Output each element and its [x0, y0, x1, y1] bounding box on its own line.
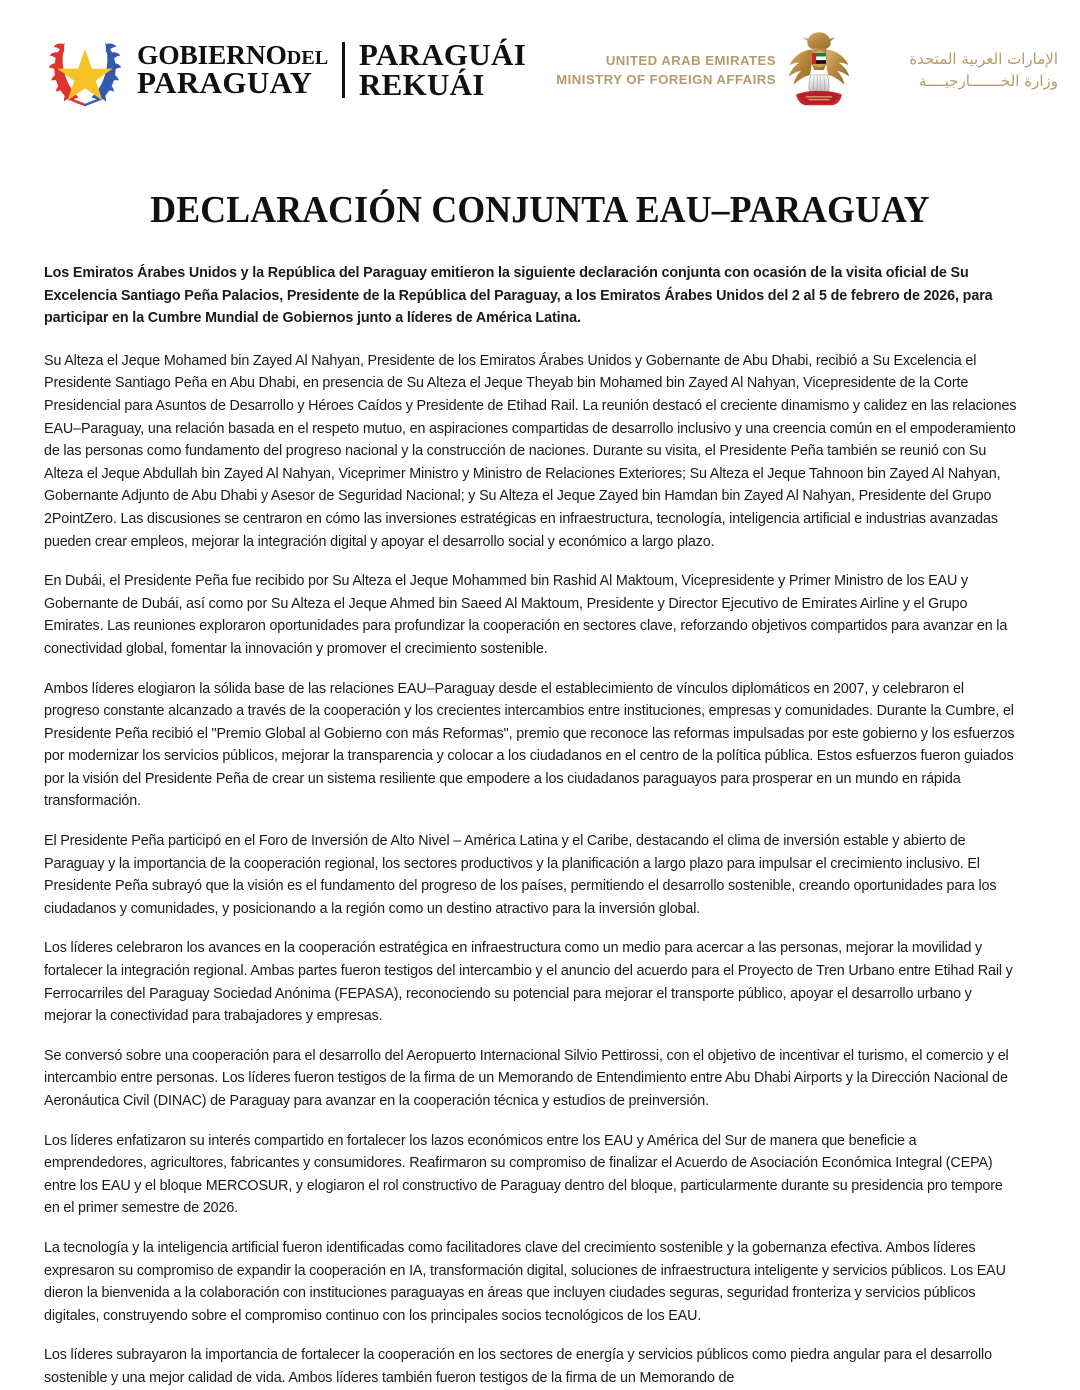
paragraph-airport-cooperation: Se conversó sobre una cooperación para el desarrollo del Aeropuerto Internacional Silvio Pettirossi, con el objetivo de incentivar el turismo, el comercio y el intercambio entre personas. Los líderes fueron testigos de la firma de un Memorando de Entendimiento entre Abu Dhabi Airports y la Dirección Nacional de Aeronáutica Civil (DINAC) de Paraguay para avanzar en la cooperación técnica y estudios de preinversión. [44, 1045, 1021, 1113]
page-title: DECLARACIÓN CONJUNTA EAU–PARAGUAY [32, 188, 1047, 232]
wordmark-divider [342, 42, 345, 98]
uae-falcon-emblem-icon [786, 29, 852, 111]
paragraph-abu-dhabi-meetings: Su Alteza el Jeque Mohamed bin Zayed Al Nahyan, Presidente de los Emiratos Árabes Unidos y Gobernante de Abu Dhabi, recibió a Su Excelencia el Presidente Santiago Peña en Abu Dhabi, en presencia de Su Alteza el Jeque Theyab bin Mohamed bin Zayed Al Nahyan, Vicepresidente de la Corte Presidencial para Asuntos de Desarrollo y Héroes Caídos y Presidente de Etihad Rail. La reunión destacó el creciente dinamismo y calidez en las relaciones EAU–Paraguay, una relación basada en el respeto mutuo, en aspiraciones compartidas de desarrollo inclusivo y una creencia común en el empoderamiento de las personas como fundamento del progreso nacional y la construcción de naciones. Durante su visita, el Presidente Peña también se reunió con Su Alteza el Jeque Abdullah bin Zayed Al Nahyan, Viceprimer Ministro y Ministro de Relaciones Exteriores; Su Alteza el Jeque Tahnoon bin Zayed Al Nahyan, Gobernante Adjunto de Abu Dhabi y Asesor de Seguridad Nacional; y Su Alteza el Jeque Zayed bin Hamdan bin Zayed Al Nahyan, Presidente del Grupo 2PointZero. Las discusiones se centraron en cómo las inversiones estratégicas en infraestructura, tecnología, inteligencia artificial e industrias avanzadas pueden crear empleos, mejorar la integración digital y apoyar el desarrollo social y económico a largo plazo. [44, 350, 1021, 553]
wordmark-rekuai: REKUÁI [359, 70, 526, 100]
paragraph-energy-utilities: Los líderes subrayaron la importancia de fortalecer la cooperación en los sectores de energía y servicios públicos como piedra angular para el desarrollo sostenible y una mejor calidad de vida. Ambos líderes también fueron testigos de la firma de un Memorando de [44, 1344, 1021, 1389]
paraguay-government-logo [44, 33, 526, 107]
paragraph-investment-forum: El Presidente Peña participó en el Foro de Inversión de Alto Nivel – América Latina y el Caribe, destacando el clima de inversión estable y abierto de Paraguay y la importancia de la cooperación regional, los sectores productivos y la planificación a largo plazo para impulsar el crecimiento inclusivo. El Presidente Peña subrayó que la visión es el fundamento del progreso de los países, permitiendo el desarrollo sostenible, creando oportunidades para los ciudadanos y comunidades, y posicionando a la región como un destino atractivo para la inversión global. [44, 830, 1021, 920]
uae-line-country: UNITED ARAB EMIRATES [556, 51, 776, 70]
uae-english-text [556, 51, 776, 89]
wordmark-paraguay: PARAGUAY [137, 68, 328, 98]
paragraph-intro: Los Emiratos Árabes Unidos y la República del Paraguay emitieron la siguiente declaración conjunta con ocasión de la visita oficial de Su Excelencia Santiago Peña Palacios, Presidente de la República del Paraguay, a los Emiratos Árabes Unidos del 2 al 5 de febrero de 2026, para participar en la Cumbre Mundial de Gobiernos junto a líderes de América Latina. [44, 262, 1021, 330]
paragraph-economic-ties: Los líderes enfatizaron su interés compartido en fortalecer los lazos económicos entre los EAU y América del Sur de manera que beneficie a emprendedores, agricultores, fabricantes y consumidores. Reafirmaron su compromiso de finalizar el Acuerdo de Asociación Económica Integral (CEPA) entre los EAU y el bloque MERCOSUR, y elogiaron el rol constructivo de Paraguay dentro del bloque, particularmente durante su presidencia pro tempore en el primer semestre de 2026. [44, 1130, 1021, 1220]
paragraph-rail-project: Los líderes celebraron los avances en la cooperación estratégica en infraestructura como un medio para acercar a las personas, mejorar la movilidad y fortalecer la integración regional. Ambas partes fueron testigos del intercambio y el anuncio del acuerdo para el Proyecto de Tren Urbano entre Etihad Rail y Ferrocarriles del Paraguay Sociedad Anónima (FEPASA), reconociendo su potencial para mejorar el transporte público, apoyar el desarrollo urbano y mejorar la conectividad para trabajadores y empresas. [44, 937, 1021, 1027]
uae-line-ministry: MINISTRY OF FOREIGN AFFAIRS [556, 70, 776, 89]
document-body [0, 262, 1080, 1390]
uae-arabic-text [862, 48, 1058, 93]
wordmark-paraguai: PARAGUÁI [359, 40, 526, 70]
paraguay-wordmark-spanish [137, 42, 328, 98]
paraguay-wordmark-guarani [359, 40, 526, 100]
uae-arabic-country: الإمارات العربية المتحدة [862, 48, 1058, 71]
paragraph-dubai-meetings: En Dubái, el Presidente Peña fue recibido por Su Alteza el Jeque Mohammed bin Rashid Al Maktoum, Vicepresidente y Primer Ministro de los EAU y Gobernante de Dubái, así como por Su Alteza el Jeque Ahmed bin Saeed Al Maktoum, Presidente y Director Ejecutivo de Emirates Airline y el Grupo Emirates. Las reuniones exploraron oportunidades para profundizar la cooperación en sectores clave, reforzando objetivos compartidos para avanzar en la conectividad global, fomentar la innovación y promover el crecimiento sostenible. [44, 570, 1021, 660]
paragraph-technology-ai: La tecnología y la inteligencia artificial fueron identificadas como facilitadores clave del crecimiento sostenible y la gobernanza efectiva. Ambos líderes expresaron su compromiso de expandir la cooperación en IA, transformación digital, soluciones de infraestructura inteligente y servicios públicos. Los EAU dieron la bienvenida a la colaboración con instituciones paraguayas en áreas que incluyen ciudades seguras, seguridad fronteriza y servicios públicos digitales, construyendo sobre el compromiso continuo con los principales socios tecnológicos de los EAU. [44, 1237, 1021, 1327]
uae-mofa-logo [556, 29, 1058, 111]
paraguay-coat-of-arms-icon [44, 33, 126, 107]
wordmark-del: DEL [287, 47, 329, 69]
wordmark-gobierno: GOBIERNO [137, 39, 287, 70]
paraguay-wordmark [137, 40, 526, 100]
uae-arabic-ministry: وزارة الخـــــــارجيــــة [862, 70, 1058, 93]
document-header [0, 0, 1080, 140]
paragraph-bilateral-relations: Ambos líderes elogiaron la sólida base de las relaciones EAU–Paraguay desde el establecimiento de vínculos diplomáticos en 2007, y celebraron el progreso constante alcanzado a través de la cooperación y los crecientes intercambios entre instituciones, empresas y comunidades. Durante la Cumbre, el Presidente Peña recibió el "Premio Global al Gobierno con más Reformas", premio que reconoce las reformas impulsadas por este gobierno y los esfuerzos por modernizar los servicios públicos, mejorar la transparencia y colocar a los ciudadanos en el centro de la política pública. Estos esfuerzos fueron guiados por la visión del Presidente Peña de crear un sistema resiliente que empodere a los ciudadanos paraguayos para prosperar en un mundo en rápida transformación. [44, 678, 1021, 814]
